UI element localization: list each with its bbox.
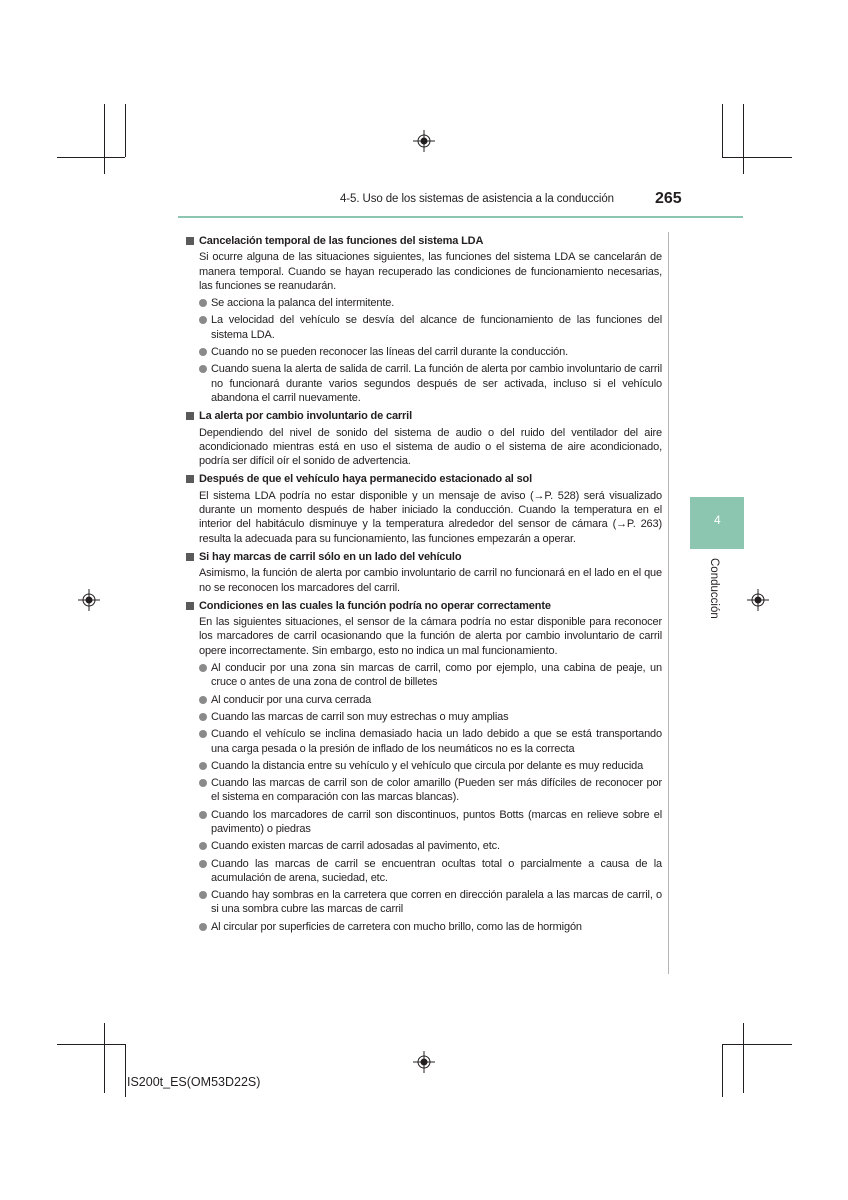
section xyxy=(184,550,662,595)
crop-mark xyxy=(104,1023,105,1093)
list-item: La velocidad del vehículo se desvía del alcance de funcionamiento de las funciones del sistema LDA. xyxy=(211,313,662,342)
round-bullet-icon xyxy=(199,730,207,738)
section-heading: Después de que el vehículo haya permanecido estacionado al sol xyxy=(184,472,662,486)
header-divider xyxy=(178,216,743,218)
column-divider xyxy=(668,232,669,974)
page-number: 265 xyxy=(655,190,682,207)
chapter-label: Conducción xyxy=(708,558,720,619)
list-item: Cuando el vehículo se inclina demasiado hacia un lado debido a que se está transportando una carga pesada o la presión de inflado de los neumáticos no es la correcta xyxy=(211,727,662,756)
page-content xyxy=(184,234,662,938)
section-paragraph: En las siguientes situaciones, el sensor de la cámara podría no estar disponible para reconocer los marcadores de carril ocasionando que la función de alerta por cambio involuntario de carril opere incorrectamente. Sin embargo, esto no indica un mal funcionamiento. xyxy=(199,616,662,657)
section-paragraph: Dependiendo del nivel de sonido del sistema de audio o del ruido del ventilador del aire acondicionado mientras está en uso el sistema de audio o el sistema de aire acondicionado, podría ser difícil oír el sonido de advertencia. xyxy=(199,426,662,468)
round-bullet-icon xyxy=(199,779,207,787)
list-item: Cuando las marcas de carril se encuentran ocultas total o parcialmente a causa de la acumulación de arena, suciedad, etc. xyxy=(211,857,662,886)
crop-mark xyxy=(722,104,723,157)
round-bullet-icon xyxy=(199,696,207,704)
round-bullet-icon xyxy=(199,860,207,868)
square-bullet-icon xyxy=(186,553,194,561)
registration-mark-icon xyxy=(747,589,769,611)
round-bullet-icon xyxy=(199,348,207,356)
list-item: Al conducir por una curva cerrada xyxy=(211,693,662,707)
crop-mark xyxy=(125,104,126,157)
registration-mark-icon xyxy=(413,1051,435,1073)
list-item: Cuando no se pueden reconocer las líneas del carril durante la conducción. xyxy=(211,345,662,359)
round-bullet-icon xyxy=(199,811,207,819)
round-bullet-icon xyxy=(199,299,207,307)
round-bullet-icon xyxy=(199,891,207,899)
crop-mark xyxy=(743,1023,744,1093)
square-bullet-icon xyxy=(186,475,194,483)
crop-mark xyxy=(722,1044,723,1097)
crop-mark xyxy=(104,104,105,174)
registration-mark-icon xyxy=(78,589,100,611)
running-header: 4-5. Uso de los sistemas de asistencia a la conducción xyxy=(340,193,614,205)
round-bullet-icon xyxy=(199,316,207,324)
section-heading: La alerta por cambio involuntario de carril xyxy=(184,409,662,423)
list-item: Cuando suena la alerta de salida de carril. La función de alerta por cambio involuntario de carril no funcionará durante varios segundos después de ser activada, incluso si el vehículo abandona el carril nuevamente. xyxy=(211,362,662,405)
list-item: Cuando existen marcas de carril adosadas al pavimento, etc. xyxy=(211,839,662,853)
document-code: IS200t_ES(OM53D22S) xyxy=(127,1075,261,1089)
crop-mark xyxy=(722,1044,792,1045)
chapter-tab[interactable] xyxy=(690,497,744,549)
round-bullet-icon xyxy=(199,842,207,850)
crop-mark xyxy=(57,157,125,158)
list-item: Cuando los marcadores de carril son discontinuos, puntos Botts (marcas en relieve sobre el pavimento) o piedras xyxy=(211,808,662,837)
square-bullet-icon xyxy=(186,602,194,610)
section xyxy=(184,409,662,468)
section-heading: Si hay marcas de carril sólo en un lado del vehículo xyxy=(184,550,662,564)
section-paragraph: El sistema LDA podría no estar disponible y un mensaje de aviso (→P. 528) será visualizado durante un momento después de haber iniciado la conducción. Cuando la temperatura en el interior del habitáculo disminuye y la temperatura alrededor del sensor de cámara (→P. 263) resulta la adecuada para su funcionamiento, las funciones empezarán a operar. xyxy=(199,489,662,545)
crop-mark xyxy=(57,1044,125,1045)
section xyxy=(184,599,662,934)
round-bullet-icon xyxy=(199,365,207,373)
list-item: Cuando la distancia entre su vehículo y el vehículo que circula por delante es muy reducida xyxy=(211,759,662,773)
section-paragraph: Asimismo, la función de alerta por cambio involuntario de carril no funcionará en el lado en el que no se reconocen los marcadores del carril. xyxy=(199,567,662,594)
list-item: Al circular por superficies de carretera con mucho brillo, como las de hormigón xyxy=(211,920,662,934)
list-item: Se acciona la palanca del intermitente. xyxy=(211,296,662,310)
section-heading: Cancelación temporal de las funciones del sistema LDA xyxy=(184,234,662,248)
list-item: Cuando las marcas de carril son muy estrechas o muy amplias xyxy=(211,710,662,724)
chapter-number: 4 xyxy=(714,513,721,527)
list-item: Cuando hay sombras en la carretera que corren en dirección paralela a las marcas de carril, o si una sombra cubre las marcas de carril xyxy=(211,888,662,917)
section xyxy=(184,234,662,405)
section-heading: Condiciones en las cuales la función podría no operar correctamente xyxy=(184,599,662,613)
crop-mark xyxy=(722,157,792,158)
square-bullet-icon xyxy=(186,412,194,420)
round-bullet-icon xyxy=(199,762,207,770)
list-item: Cuando las marcas de carril son de color amarillo (Pueden ser más difíciles de reconocer por el sistema en comparación con las marcas blancas). xyxy=(211,776,662,805)
list-item: Al conducir por una zona sin marcas de carril, como por ejemplo, una cabina de peaje, un cruce o antes de una zona de control de billetes xyxy=(211,661,662,690)
round-bullet-icon xyxy=(199,713,207,721)
section-paragraph: Si ocurre alguna de las situaciones siguientes, las funciones del sistema LDA se cancelarán de manera temporal. Cuando se hayan recuperado las condiciones de funcionamiento necesarias, las funciones se reanudarán. xyxy=(199,251,662,292)
round-bullet-icon xyxy=(199,664,207,672)
square-bullet-icon xyxy=(186,237,194,245)
crop-mark xyxy=(125,1044,126,1097)
round-bullet-icon xyxy=(199,923,207,931)
section xyxy=(184,472,662,545)
crop-mark xyxy=(743,104,744,174)
registration-mark-icon xyxy=(413,130,435,152)
